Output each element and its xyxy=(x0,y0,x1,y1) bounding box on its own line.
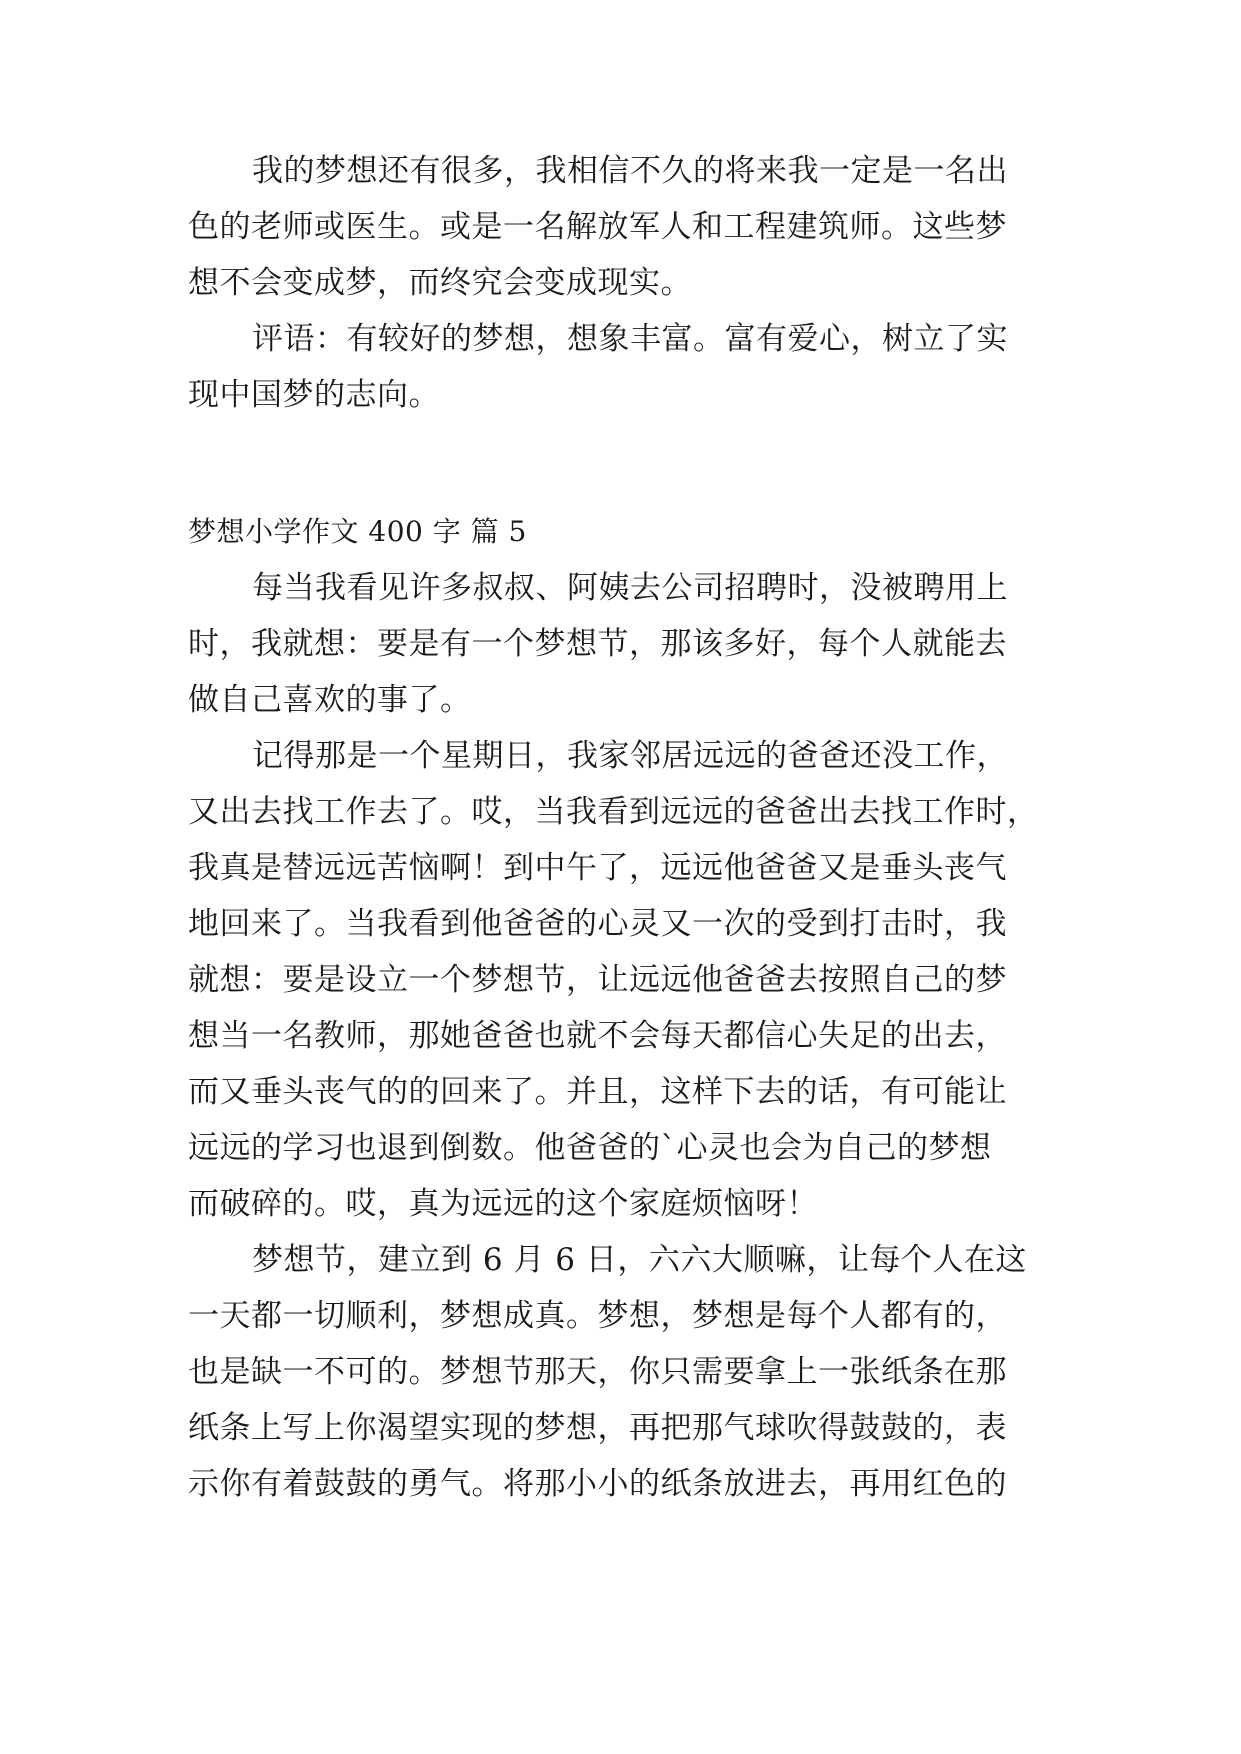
paragraph-line: 一天都一切顺利，梦想成真。梦想，梦想是每个人都有的， xyxy=(188,1298,1007,1334)
comment-line: 现中国梦的志向。 xyxy=(188,377,440,413)
section-heading: 梦想小学作文 400 字 篇 5 xyxy=(188,515,527,548)
paragraph-line: 做自己喜欢的事了。 xyxy=(188,682,472,718)
paragraph-line: 色的老师或医生。或是一名解放军人和工程建筑师。这些梦 xyxy=(188,209,1007,245)
paragraph-line: 梦想节，建立到 6 月 6 日，六六大顺嘛，让每个人在这 xyxy=(252,1242,1027,1278)
comment-line: 评语：有较好的梦想，想象丰富。富有爱心，树立了实 xyxy=(252,321,1008,357)
paragraph-line: 示你有着鼓鼓的勇气。将那小小的纸条放进去，再用红色的 xyxy=(188,1466,1007,1502)
paragraph-line: 记得那是一个星期日，我家邻居远远的爸爸还没工作， xyxy=(252,738,1008,774)
paragraph-line: 而破碎的。哎，真为远远的这个家庭烦恼呀！ xyxy=(188,1186,818,1222)
paragraph-line: 地回来了。当我看到他爸爸的心灵又一次的受到打击时，我 xyxy=(188,906,1007,942)
paragraph-line: 而又垂头丧气的的回来了。并且，这样下去的话，有可能让 xyxy=(188,1074,1007,1110)
paragraph-line: 纸条上写上你渴望实现的梦想，再把那气球吹得鼓鼓的，表 xyxy=(188,1410,1007,1446)
paragraph-line: 我的梦想还有很多，我相信不久的将来我一定是一名出 xyxy=(252,153,1008,189)
paragraph-line: 又出去找工作去了。哎，当我看到远远的爸爸出去找工作时， xyxy=(188,794,1039,830)
paragraph-line: 远远的学习也退到倒数。他爸爸的`心灵也会为自己的梦想 xyxy=(188,1130,992,1166)
paragraph-line: 想当一名教师，那她爸爸也就不会每天都信心失足的出去， xyxy=(188,1018,1007,1054)
paragraph-line: 就想：要是设立一个梦想节，让远远他爸爸去按照自己的梦 xyxy=(188,962,1007,998)
paragraph-line: 每当我看见许多叔叔、阿姨去公司招聘时，没被聘用上 xyxy=(252,570,1008,606)
paragraph-line: 时，我就想：要是有一个梦想节，那该多好，每个人就能去 xyxy=(188,626,1007,662)
paragraph-line: 想不会变成梦，而终究会变成现实。 xyxy=(188,265,692,301)
paragraph-line: 也是缺一不可的。梦想节那天，你只需要拿上一张纸条在那 xyxy=(188,1354,1007,1390)
paragraph-line: 我真是替远远苦恼啊！到中午了，远远他爸爸又是垂头丧气 xyxy=(188,850,1007,886)
